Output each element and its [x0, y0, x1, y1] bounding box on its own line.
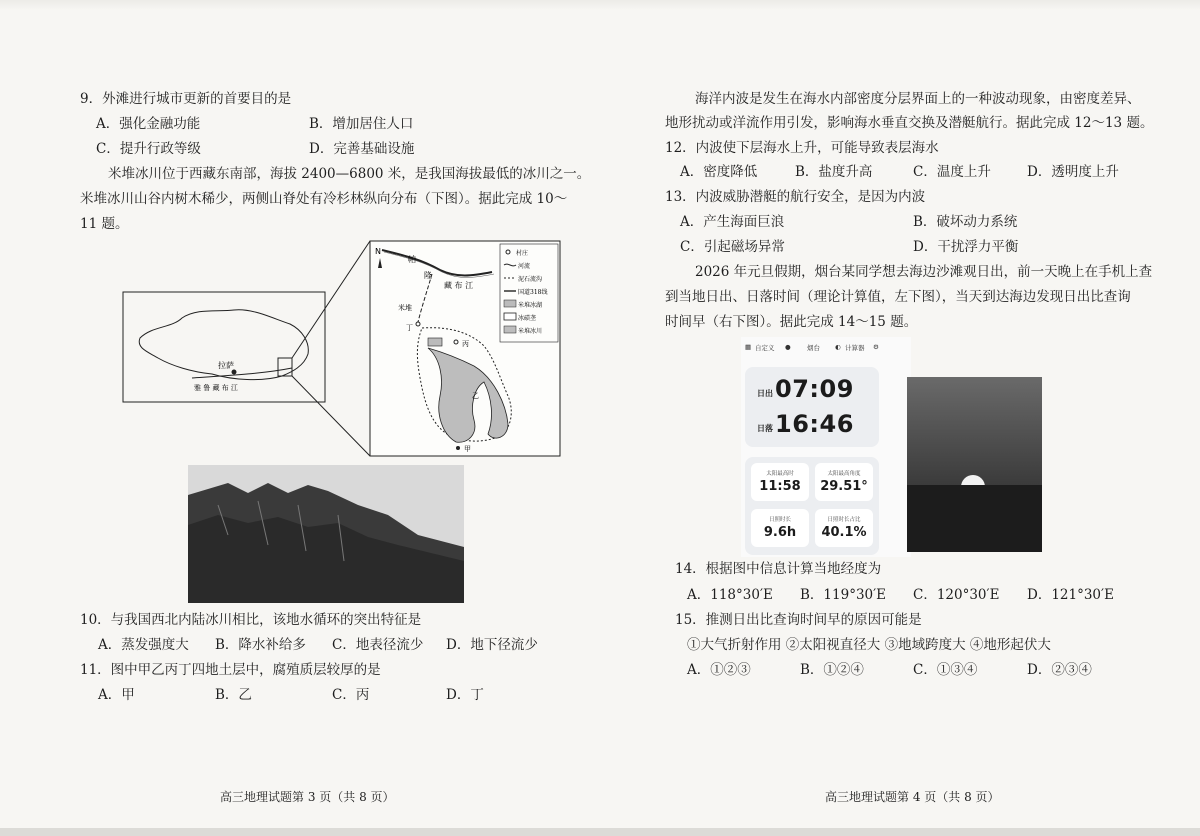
passage-14-15-line3: 时间早（右下图）。据此完成 14～15 题。: [665, 314, 918, 330]
sun-app-screenshot: [741, 337, 911, 557]
sunset-label: 日落: [757, 424, 773, 433]
left-page: [80, 0, 600, 836]
legend-road: 国道318线: [518, 289, 548, 296]
map-label-jia: 甲: [464, 445, 471, 453]
q14-option-a: A．118°30′E: [687, 587, 773, 603]
q10-option-b: B．降水补给多: [215, 637, 306, 653]
q14-option-b: B．119°30′E: [800, 587, 887, 603]
q15-option-c: C．①③④: [913, 662, 978, 678]
passage-14-15-line2: 到当地日出、日落时间（理论计算值，左下图），当天到达海边发现日出比查询: [665, 289, 1131, 305]
map-label-yarlung: 雅 鲁 藏 布 江: [194, 384, 238, 392]
q9-option-d: D．完善基础设施: [309, 141, 415, 157]
q12-option-d: D．透明度上升: [1027, 164, 1119, 180]
right-footer: 高三地理试题第 4 页（共 8 页）: [825, 790, 1000, 804]
q15-reasons: ①大气折射作用 ②太阳视直径大 ③地域跨度大 ④地形起伏大: [687, 637, 1051, 653]
q11-option-c: C．丙: [332, 687, 370, 703]
q10-option-d: D．地下径流少: [446, 637, 538, 653]
calendar-icon: ▦: [745, 343, 752, 351]
q14-option-c: C．120°30′E: [913, 587, 1000, 603]
legend-debris: 泥石流沟: [518, 276, 543, 283]
passage-10-11-line3: 11 题。: [80, 216, 129, 232]
sunrise-photo: [907, 377, 1042, 552]
q11-option-a: A．甲: [98, 687, 135, 703]
q13-option-a: A．产生海面巨浪: [680, 214, 785, 230]
q12-option-c: C．温度上升: [913, 164, 991, 180]
map-label-midui: 米堆: [398, 304, 412, 312]
daylight-ratio-card: [815, 509, 873, 547]
q14-option-d: D．121°30′E: [1027, 587, 1114, 603]
q13-option-c: C．引起磁场异常: [680, 239, 785, 255]
day-length-value: 9.6h: [763, 525, 797, 540]
app-bar-date-label: 自定义: [755, 344, 775, 352]
day-length-card: [751, 509, 809, 547]
map-north: N: [375, 247, 381, 256]
sun-times-card: [745, 367, 879, 447]
app-top-bar: [745, 341, 907, 357]
passage-10-11-line2: 米堆冰川山谷内树木稀少，两侧山脊处有冷杉林纵向分布（下图）。据此完成 10～: [80, 191, 568, 207]
q12-option-a: A．密度降低: [680, 164, 758, 180]
sunset-time: 16:46: [775, 410, 854, 438]
passage-10-11-line1: 米堆冰川位于西藏东南部，海拔 2400—6800 米，是我国海拔最低的冰川之一。: [108, 166, 591, 182]
solar-noon-label: 太阳最高时: [766, 471, 794, 477]
q15-option-a: A．①②③: [687, 662, 751, 678]
q10-option-c: C．地表径流少: [332, 637, 424, 653]
passage-12-13-line1: 海洋内波是发生在海水内部密度分层界面上的一种波动现象，由密度差异、: [695, 91, 1141, 107]
map-label-zangbu: 藏 布 江: [444, 281, 474, 290]
legend-glacier: 米堆冰川: [518, 328, 543, 335]
q9-stem: 9．外滩进行城市更新的首要目的是: [80, 91, 292, 107]
map-label-pa: 帕: [408, 255, 416, 264]
q13-option-b: B．破坏动力系统: [913, 214, 1018, 230]
map-label-ding: 丁: [406, 324, 413, 332]
q12-stem: 12．内波使下层海水上升，可能导致表层海水: [665, 140, 939, 156]
q15-stem: 15．推测日出比查询时间早的原因可能是: [675, 612, 922, 628]
legend-river: 河流: [518, 263, 531, 270]
q9-option-c: C．提升行政等级: [96, 141, 201, 157]
map-label-bing: 丙: [462, 340, 469, 348]
glacier-map-figure: [122, 238, 562, 460]
sunrise-time: 07:09: [775, 375, 854, 403]
q11-option-d: D．丁: [446, 687, 484, 703]
q9-option-b: B．增加居住人口: [309, 116, 414, 132]
app-bar-calc: 计算器: [845, 344, 865, 352]
solar-noon-card: [751, 463, 809, 501]
passage-14-15-line1: 2026 年元旦假期，烟台某同学想去海边沙滩观日出，前一天晚上在手机上查: [695, 264, 1153, 280]
daylight-ratio-label: 日照时长占比: [827, 517, 861, 523]
q12-option-b: B．盐度升高: [795, 164, 873, 180]
q14-stem: 14．根据图中信息计算当地经度为: [675, 561, 882, 577]
sun-stats-card: [745, 457, 879, 555]
daylight-ratio-value: 40.1%: [821, 525, 867, 540]
location-pin-icon: ●: [785, 343, 791, 351]
solar-elevation-card: [815, 463, 873, 501]
solar-elevation-value: 29.51°: [820, 479, 868, 494]
q10-option-a: A．蒸发强度大: [98, 637, 189, 653]
map-label-lhasa: 拉萨: [218, 361, 234, 370]
q9-option-a: A．强化金融功能: [96, 116, 201, 132]
gear-icon: ⚙: [873, 343, 879, 351]
globe-icon: ◐: [835, 343, 841, 351]
solar-noon-value: 11:58: [759, 479, 801, 494]
sunrise-label: 日出: [757, 389, 773, 398]
right-page: [665, 0, 1185, 836]
solar-elevation-label: 太阳最高角度: [827, 471, 861, 477]
q13-stem: 13．内波威胁潜艇的航行安全，是因为内波: [665, 189, 926, 205]
map-label-long: 隆: [424, 271, 432, 280]
q10-stem: 10．与我国西北内陆冰川相比，该地水循环的突出特征是: [80, 612, 422, 628]
q13-option-d: D．干扰浮力平衡: [913, 239, 1019, 255]
left-footer: 高三地理试题第 3 页（共 8 页）: [220, 790, 395, 804]
legend-village: 村庄: [516, 250, 529, 257]
map-label-yi: 乙: [472, 392, 479, 400]
page-bottom-edge: [0, 828, 1200, 836]
app-bar-location: 烟台: [807, 344, 820, 352]
q15-option-d: D．②③④: [1027, 662, 1092, 678]
q15-option-b: B．①②④: [800, 662, 864, 678]
day-length-label: 日照时长: [768, 517, 791, 523]
passage-12-13-line2: 地形扰动或洋流作用引发，影响海水垂直交换及潜艇航行。据此完成 12～13 题。: [665, 115, 1154, 131]
mountain-photo: [188, 465, 464, 603]
legend-moraine: 冰碛垄: [518, 315, 537, 322]
q11-option-b: B．乙: [215, 687, 252, 703]
q11-stem: 11．图中甲乙丙丁四地土层中，腐殖质层较厚的是: [80, 662, 381, 678]
legend-lake: 米堆冰湖: [518, 302, 543, 309]
